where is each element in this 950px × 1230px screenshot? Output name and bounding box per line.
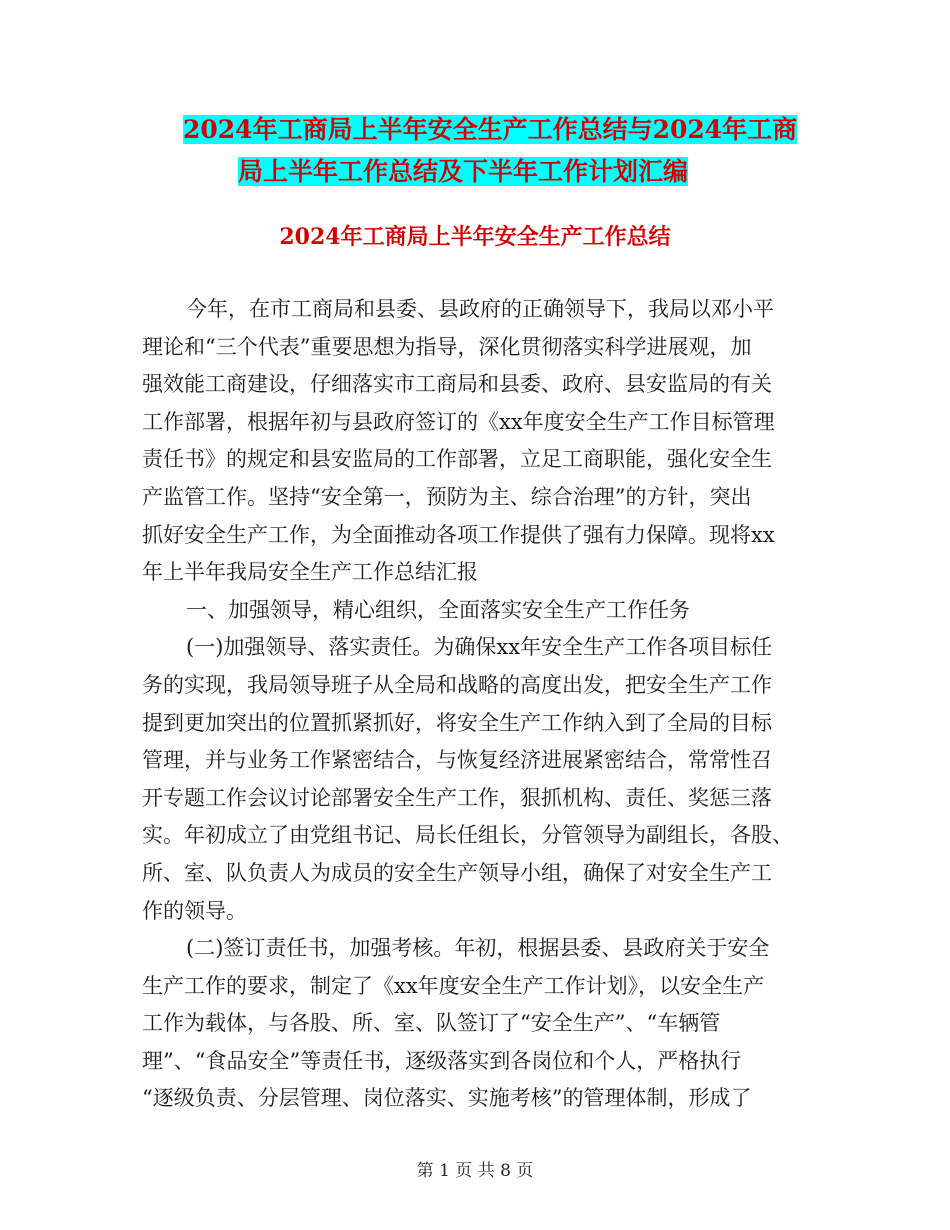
document-title-text-2: 局上半年工作总结及下半年工作计划汇编: [238, 157, 689, 186]
document-title-text-1: 2024年工商局上半年安全生产工作总结与2024年工商: [183, 115, 798, 144]
document-title-line-1: [0, 116, 950, 144]
page-number-footer: 第 1 页 共 8 页: [416, 1161, 534, 1181]
paragraph-line: 实。年初成立了由党组书记、局长任组长，分管领导为副组长，各股、: [142, 823, 793, 848]
paragraph-line: “逐级负责、分层管理、岗位落实、实施考核”的管理体制，形成了: [142, 1086, 752, 1111]
paragraph-line: 提到更加突出的位置抓紧抓好，将安全生产工作纳入到了全局的目标: [142, 710, 772, 735]
body-text: [142, 291, 810, 1118]
paragraph-line: 责任书》的规定和县安监局的工作部署，立足工商职能，强化安全生: [142, 447, 772, 472]
paragraph-line: 工作部署，根据年初与县政府签订的《xx年度安全生产工作目标管理: [142, 409, 775, 434]
section-title: 2024年工商局上半年安全生产工作总结: [279, 224, 671, 250]
paragraph-line: 生产工作的要求，制定了《xx年度安全生产工作计划》，以安全生产: [142, 973, 765, 998]
paragraph-line: (一)加强领导、落实责任。为确保xx年安全生产工作各项目标任: [186, 635, 773, 660]
paragraph-line: 管理，并与业务工作紧密结合，与恢复经济进展紧密结合，常常性召: [142, 748, 772, 773]
paragraph-line: 今年，在市工商局和县委、县政府的正确领导下，我局以邓小平: [186, 297, 774, 321]
paragraph-line: 抓好安全生产工作，为全面推动各项工作提供了强有力保障。现将xx: [142, 522, 775, 547]
paragraph-line: 理”、“食品安全”等责任书，逐级落实到各岗位和个人，严格执行: [142, 1048, 742, 1073]
paragraph-line: 年上半年我局安全生产工作总结汇报: [142, 560, 478, 585]
paragraph-line: 务的实现，我局领导班子从全局和战略的高度出发，把安全生产工作: [142, 672, 772, 697]
paragraph-line: 工作为载体，与各股、所、室、队签订了“安全生产”、“车辆管: [142, 1011, 721, 1036]
paragraph-line: 开专题工作会议讨论部署安全生产工作，狠抓机构、责任、奖惩三落: [142, 785, 772, 810]
paragraph-line: 理论和“三个代表”重要思想为指导，深化贯彻落实科学进展观，加: [142, 334, 752, 359]
paragraph-line: 作的领导。: [142, 898, 247, 923]
paragraph-line: 强效能工商建设，仔细落实市工商局和县委、政府、县安监局的有关: [142, 372, 772, 397]
section-heading-line: 一、加强领导，精心组织，全面落实安全生产工作任务: [186, 597, 690, 622]
paragraph-line: (二)签订责任书，加强考核。年初，根据县委、县政府关于安全: [186, 936, 770, 961]
paragraph-line: 所、室、队负责人为成员的安全生产领导小组，确保了对安全生产工: [142, 860, 772, 885]
document-title-line-2: [0, 158, 950, 186]
paragraph-line: 产监管工作。坚持“安全第一，预防为主、综合治理”的方针，突出: [142, 484, 752, 509]
